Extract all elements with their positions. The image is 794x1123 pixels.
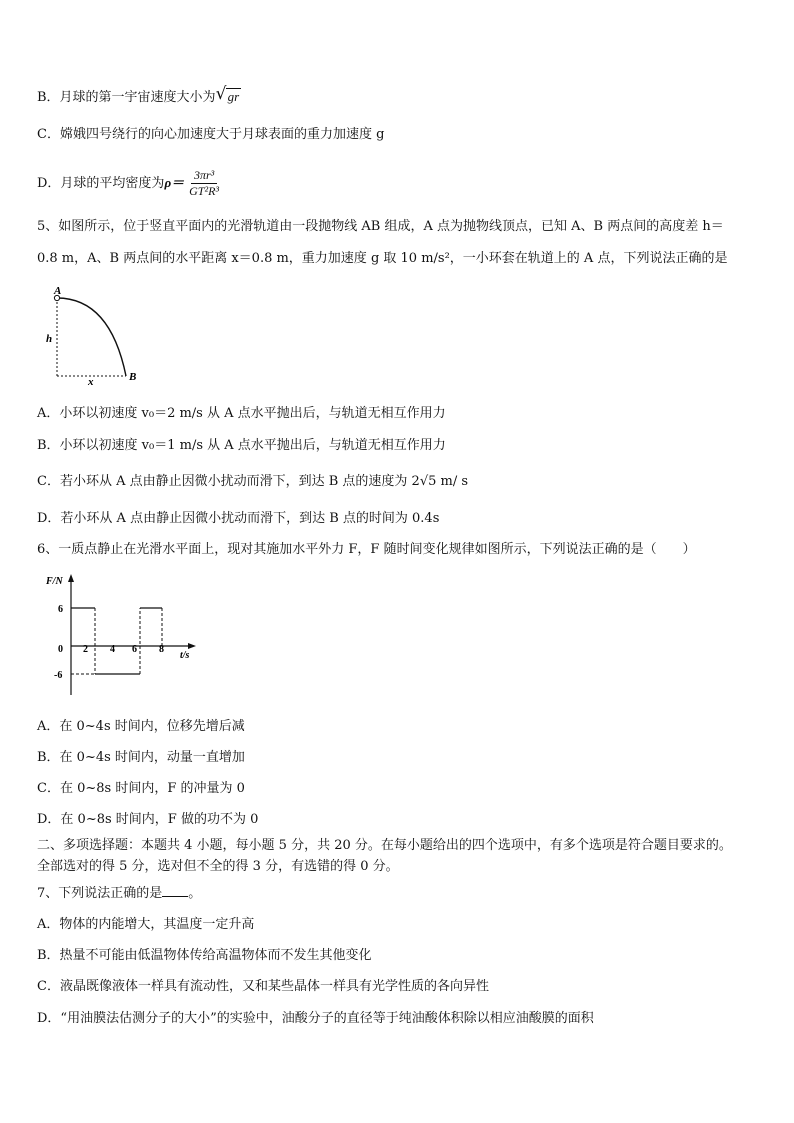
label-h: h	[46, 333, 53, 345]
tick-2: 2	[83, 644, 88, 655]
label-b: B	[129, 371, 137, 383]
q7-option-a: A．物体的内能增大，其温度一定升高	[37, 917, 255, 932]
tick-8: 8	[159, 644, 164, 655]
force-time-graph	[40, 570, 210, 700]
section2-instructions-line1: 二、多项选择题：本题共 4 小题，每小题 5 分，共 20 分。在每小题给出的四个选项中，有多个选项是符合题目要求的。	[37, 838, 732, 853]
origin-label: 0	[58, 644, 63, 655]
tick-4: 4	[110, 644, 115, 655]
q7-stem: 7、下列说法正确的是 。	[37, 886, 202, 901]
label-x: x	[88, 376, 94, 386]
answer-blank	[162, 884, 188, 897]
q6-option-a: A．在 0~4s 时间内，位移先增后减	[37, 719, 245, 734]
q5-option-d: D．若小环从 A 点由静止因微小扰动而滑下，到达 B 点的时间为 0.4s	[37, 511, 440, 526]
density-fraction: $\frac{\text{3πr³}}{\text{GT²R³}}$	[189, 168, 220, 198]
section2-instructions-line2: 全部选对的得 5 分，选对但不全的得 3 分，有选错的得 0 分。	[37, 859, 399, 874]
q5-option-b: B．小环以初速度 v₀＝1 m/s 从 A 点水平抛出后，与轨道无相互作用力	[37, 438, 446, 453]
q7-option-d: D．“用油膜法估测分子的大小”的实验中，油酸分子的直径等于纯油酸体积除以相应油酸膜的面积	[37, 1011, 594, 1026]
q6-option-d: D．在 0~8s 时间内，F 做的功不为 0	[37, 812, 259, 827]
sqrt-expression: √ gr	[215, 84, 240, 104]
y-axis-label: F/N	[46, 576, 63, 587]
q4-option-c: C．嫦娥四号绕行的向心加速度大于月球表面的重力加速度 g	[37, 127, 385, 142]
q4-option-d: D．月球的平均密度为ρ＝ $\frac{\text{3πr³}}{\text{GT²R³}}$	[37, 168, 222, 199]
q5-option-c: C．若小环从 A 点由静止因微小扰动而滑下，到达 B 点的速度为 2√5 m/ s	[37, 474, 469, 489]
q7-option-c: C．液晶既像液体一样具有流动性，又和某些晶体一样具有光学性质的各向异性	[37, 979, 489, 994]
label-a: A	[54, 285, 62, 297]
tick-minus6: -6	[54, 670, 63, 681]
parabola-curve	[57, 298, 126, 376]
q6-option-b: B．在 0~4s 时间内，动量一直增加	[37, 750, 245, 765]
x-axis-label: t/s	[180, 650, 190, 661]
parabola-track-figure	[40, 284, 150, 386]
q6-option-c: C．在 0~8s 时间内，F 的冲量为 0	[37, 781, 245, 796]
y-axis-arrow	[68, 574, 74, 582]
tick-6: 6	[58, 604, 63, 615]
q5-stem-line2: 0.8 m，A、B 两点间的水平距离 x＝0.8 m，重力加速度 g 取 10 m/s²，一小环套在轨道上的 A 点，下列说法正确的是	[37, 251, 728, 266]
x-axis-arrow	[188, 643, 196, 649]
q4-option-b: B．月球的第一宇宙速度大小为 √ gr	[37, 84, 240, 105]
tick-6x: 6	[132, 644, 137, 655]
q5-option-a: A．小环以初速度 v₀＝2 m/s 从 A 点水平抛出后，与轨道无相互作用力	[37, 406, 446, 421]
q7-option-b: B．热量不可能由低温物体传给高温物体而不发生其他变化	[37, 948, 372, 963]
q5-stem-line1: 5、如图所示，位于竖直平面内的光滑轨道由一段抛物线 AB 组成，A 点为抛物线顶点，已知 A、B 两点间的高度差 h＝	[37, 219, 724, 234]
q6-stem: 6、一质点静止在光滑水平面上，现对其施加水平外力 F，F 随时间变化规律如图所示，下列说法正确的是（ ）	[37, 542, 696, 557]
